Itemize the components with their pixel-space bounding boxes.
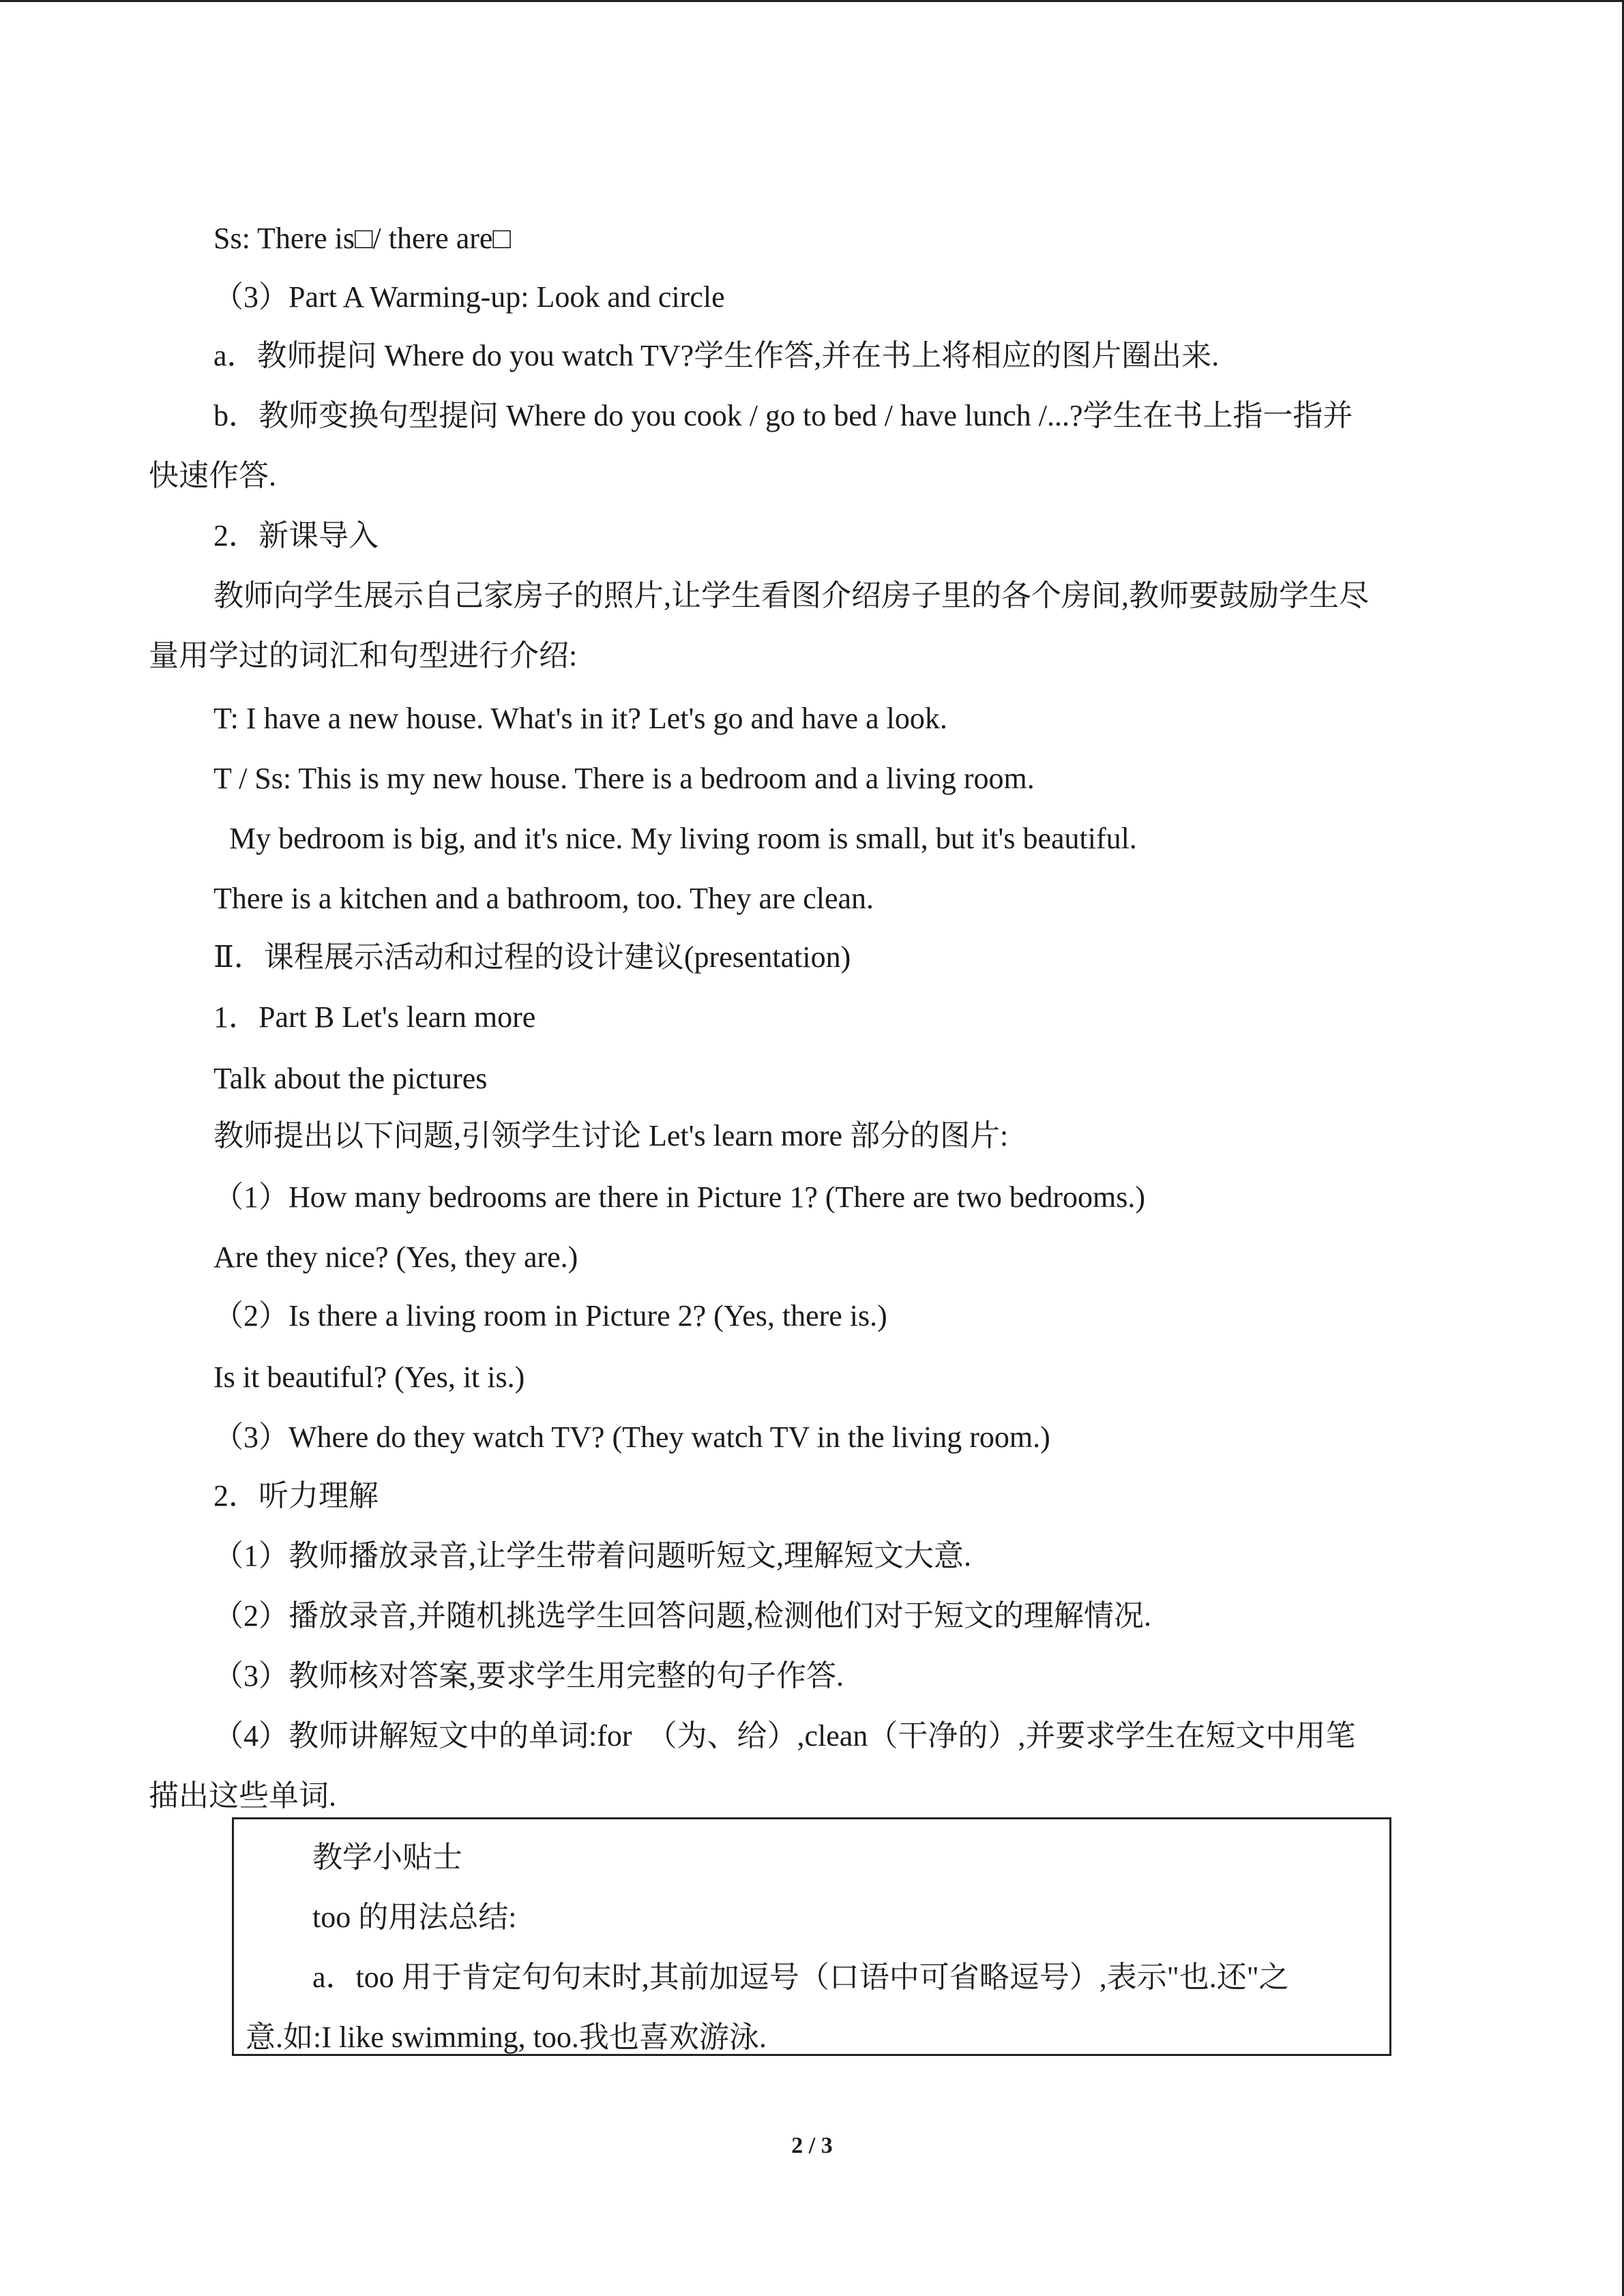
heading-part-b: 1．Part B Let's learn more <box>213 1000 536 1034</box>
heading-presentation: Ⅱ．课程展示活动和过程的设计建议(presentation) <box>213 940 851 974</box>
dialogue-line-4: There is a kitchen and a bathroom, too. They are clean. <box>213 882 874 915</box>
page-number: 2 / 3 <box>791 2133 833 2158</box>
listening-step-3: （3）教师核对答案,要求学生用完整的句子作答. <box>213 1659 844 1693</box>
text-line-intro-2: 量用学过的词汇和句型进行介绍: <box>149 639 578 672</box>
text-line-part-a-warming-up: （3）Part A Warming-up: Look and circle <box>213 280 725 314</box>
listening-step-2: （2）播放录音,并随机挑选学生回答问题,检测他们对于短文的理解情况. <box>213 1599 1151 1632</box>
listening-step-1: （1）教师播放录音,让学生带着问题听短文,理解短文大意. <box>213 1539 971 1572</box>
text-line-talk-pictures: Talk about the pictures <box>213 1062 488 1095</box>
text-line-questions-intro: 教师提出以下问题,引领学生讨论 Let's learn more 部分的图片: <box>213 1119 1009 1152</box>
text-line-step-a: a．教师提问 Where do you watch TV?学生作答,并在书上将相应的图片圈出来. <box>213 339 1220 372</box>
page-top-border <box>0 0 1624 2</box>
text-line-step-b: b．教师变换句型提问 Where do you cook / go to bed / have lunch /...?学生在书上指一指并 <box>213 399 1353 432</box>
tip-box-line-b: 意.如:I like swimming, too.我也喜欢游泳. <box>246 2021 767 2054</box>
dialogue-line-3: My bedroom is big, and it's nice. My living room is small, but it's beautiful. <box>229 822 1137 855</box>
question-2: （2）Is there a living room in Picture 2? (Yes, there is.) <box>213 1299 887 1332</box>
heading-listening: 2．听力理解 <box>213 1479 379 1512</box>
question-3: （3）Where do they watch TV? (They watch TV in the living room.) <box>213 1420 1050 1454</box>
question-1-follow-up: Are they nice? (Yes, they are.) <box>213 1240 578 1274</box>
question-1: （1）How many bedrooms are there in Picture 1? (There are two bedrooms.) <box>213 1180 1145 1214</box>
tip-box-title: 教学小贴士 <box>312 1840 462 1874</box>
heading-new-lesson: 2．新课导入 <box>213 519 379 552</box>
text-line-step-b-cont: 快速作答. <box>149 459 276 492</box>
listening-step-4-cont: 描出这些单词. <box>149 1779 336 1813</box>
tip-box-line-a: a．too 用于肯定句句末时,其前加逗号（口语中可省略逗号）,表示"也.还"之 <box>312 1960 1289 1994</box>
tip-box-subtitle: too 的用法总结: <box>312 1900 517 1934</box>
dialogue-line-2: T / Ss: This is my new house. There is a bedroom and a living room. <box>213 762 1035 795</box>
question-2-follow-up: Is it beautiful? (Yes, it is.) <box>213 1360 525 1394</box>
text-line-intro-1: 教师向学生展示自己家房子的照片,让学生看图介绍房子里的各个房间,教师要鼓励学生尽 <box>213 579 1369 612</box>
text-line-ss-there-is: Ss: There is□/ there are□ <box>213 222 511 255</box>
dialogue-line-1: T: I have a new house. What's in it? Let's go and have a look. <box>213 702 947 735</box>
listening-step-4: （4）教师讲解短文中的单词:for （为、给）,clean（干净的）,并要求学生在短文中用笔 <box>213 1719 1356 1753</box>
